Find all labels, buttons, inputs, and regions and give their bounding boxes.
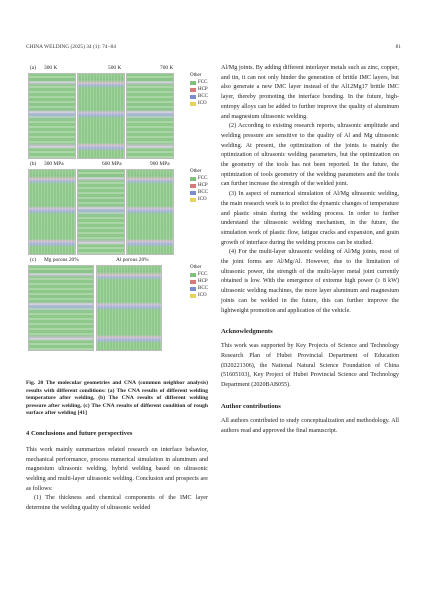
- figure-panel-c: [26, 256, 208, 352]
- cna-image: [77, 73, 125, 159]
- legend-swatch: [190, 184, 196, 188]
- body-paragraph: (2) According to existing research reports, ultrasonic amplitude and welding pressure are sensitive to the quality of Al and Mg ultrasonic welding. At present, the optimization of the joints is mainly the optimization of ultrasonic welding parameters, but the optimization on the geometry of the tools has not been reported. In the future, the optimization of tools geometry of the welding parameters and the tools can further increase the strength of the welded joint.: [221, 123, 399, 188]
- body-paragraph: (3) In aspect of numerical simulation of Al/Mg ultrasonic welding, the main research work is to predict the dynamic changes of temperature and plastic strain during the welding process. In order to further understand the ultrasonic welding mechanism, in the future, the simulation work of plastic flow, fatigue cracks and expansion, and grain growth of interface during the welding process can be studied.: [221, 191, 399, 246]
- journal-citation: CHINA WELDING (2025) 34 (1): 74−84: [26, 44, 116, 50]
- legend-swatch: [190, 177, 196, 181]
- legend-item-fcc: FCC: [190, 79, 208, 86]
- legend-swatch: [190, 191, 196, 195]
- column-title: 600 MPa: [102, 161, 122, 167]
- cna-image: [126, 73, 174, 159]
- column-title: 300 MPa: [44, 161, 64, 167]
- legend-swatch: [190, 273, 196, 277]
- running-header: [26, 44, 401, 56]
- legend-item-ico: ICO: [190, 292, 208, 299]
- legend-item-fcc: FCC: [190, 271, 208, 278]
- legend-item-hcp: HCP: [190, 278, 208, 285]
- cna-legend: [190, 72, 208, 107]
- left-column: [26, 64, 208, 514]
- body-paragraph: Al/Mg joints. By adding different interlayer metals such as zinc, copper, and tin, it can not only hinder the generation of brittle IMC layers, but also generate a new IMC layer instead of the Al12Mg17 brittle IMC layer, thereby promoting the interface bonding. In the future, high-entropy alloys can be added to further improve the quality of aluminum and magnesium ultrasonic welding.: [221, 65, 399, 120]
- author-contributions-text: All authors contributed to study conceptualization and methodology. All authors read and approved the final manuscript.: [221, 417, 399, 434]
- legend-swatch: [190, 294, 196, 298]
- section-heading: 4 Conclusions and future perspectives: [26, 429, 133, 437]
- page-number: 81: [395, 44, 401, 50]
- legend-swatch: [190, 88, 196, 92]
- acknowledgments-text: This work was supported by Key Projects of Science and Technology Research Plan of Hubei Provincial Department of Education (D20221306), the National Natural Science Foundation of China (51605103), Key Project of Hubei Provincial Science and Technology Department (2020BAB055).: [221, 343, 399, 389]
- figure-panel-a: [26, 64, 208, 160]
- figure-panel-b: [26, 160, 208, 256]
- legend-swatch: [190, 95, 196, 99]
- cna-legend: [190, 264, 208, 299]
- legend-swatch: [190, 102, 196, 106]
- cna-image: [96, 265, 162, 351]
- panel-label: (c): [30, 257, 36, 263]
- column-title: Mg porous 20%: [44, 257, 79, 263]
- legend-title: Other: [189, 73, 202, 78]
- legend-swatch: [190, 81, 196, 85]
- column-title: 500 K: [108, 65, 122, 71]
- column-title: 300 K: [44, 65, 58, 71]
- column-title: Al porous 20%: [116, 257, 149, 263]
- panel-label: (b): [30, 161, 37, 167]
- cna-image: [28, 73, 76, 159]
- legend-item-bcc: BCC: [190, 93, 208, 100]
- author-contributions-heading: Author contributions: [221, 402, 281, 410]
- legend-title: Other: [189, 169, 202, 174]
- column-title: 900 MPa: [150, 161, 170, 167]
- legend-title: Other: [189, 265, 202, 270]
- legend-swatch: [190, 280, 196, 284]
- cna-image: [77, 169, 125, 255]
- figure-caption: Fig. 20 The molecular geometries and CNA (common neighbor analysis) results with different conditions: (a) The CNA results of different welding temperature after welding, (b) The CNA results of different welding pressure after welding, (c) The CNA results of different condition of rough surface after welding [41]: [26, 380, 208, 417]
- panel-label: (a): [30, 65, 36, 71]
- legend-item-ico: ICO: [190, 196, 208, 203]
- legend-item-hcp: HCP: [190, 86, 208, 93]
- legend-item-bcc: BCC: [190, 285, 208, 292]
- body-paragraph: (4) For the multi-layer ultrasonic welding of Al/Mg joints, most of the joint forms are Al/Mg/Al. However, due to the limitation of ultrasonic power, the strength of the multi-layer metal joint currently obtained is low. With the emergence of extreme high power (≥ 8 kW) ultrasonic welding machines, the more layer aluminum and magnesium joints can be welded in the future, this can further improve the lightweight promotion and application of the vehicle.: [221, 249, 399, 314]
- cna-image: [28, 169, 76, 255]
- legend-swatch: [190, 198, 196, 202]
- body-paragraph: This work mainly summarizes related research on interface behavior, mechanical performance, process numerical simulation in aluminum and magnesium ultrasonic welding, hybrid welding based on ultrasonic welding and multi-layer ultrasonic welding. Conclusion and prospects are as follows:: [26, 446, 208, 492]
- legend-item-hcp: HCP: [190, 182, 208, 189]
- cna-image: [126, 169, 174, 255]
- cna-image: [28, 265, 94, 351]
- legend-swatch: [190, 287, 196, 291]
- right-column: [221, 64, 399, 436]
- acknowledgments-heading: Acknowledgments: [221, 328, 273, 336]
- cna-legend: [190, 168, 208, 203]
- body-paragraph: (1) The thickness and chemical components of the IMC layer determine the welding quality of ultrasonic welded: [26, 495, 208, 512]
- column-title: 700 K: [160, 65, 174, 71]
- legend-item-bcc: BCC: [190, 189, 208, 196]
- legend-item-fcc: FCC: [190, 175, 208, 182]
- legend-item-ico: ICO: [190, 100, 208, 107]
